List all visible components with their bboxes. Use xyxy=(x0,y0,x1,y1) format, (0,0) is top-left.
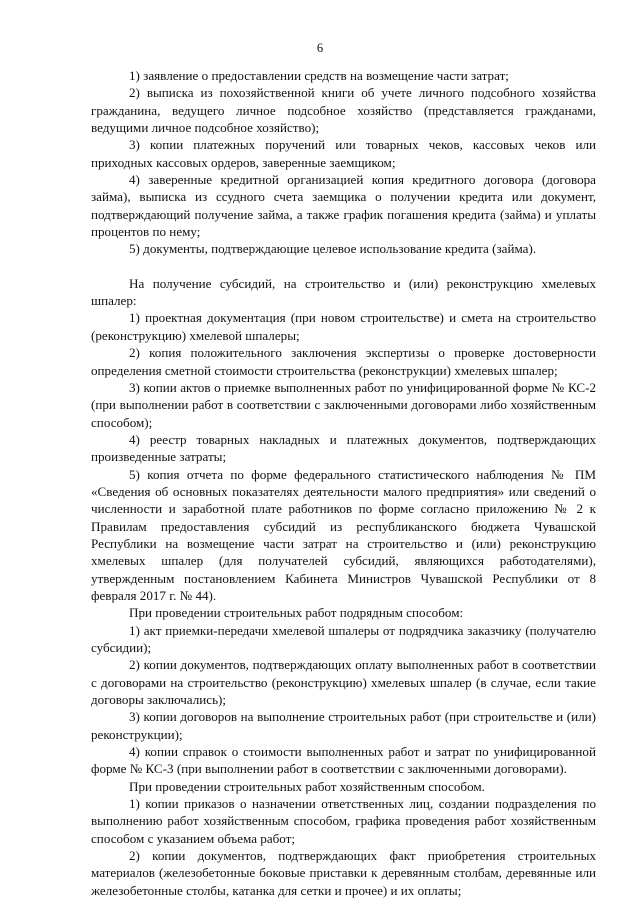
list-item: 4) копии справок о стоимости выполненных работ и затрат по унифицированной форме № КС-3 (при выполнении работ в соответствии с заключенными договорами). xyxy=(91,744,596,777)
list-item: 1) проектная документация (при новом строительстве) и смета на строительство (реконструкцию) хмелевой шпалеры; xyxy=(91,310,596,343)
list-item: 4) заверенные кредитной организацией копия кредитного договора (договора займа), выписка из ссудного счета заемщика о получении кредита или документ, подтверждающий получение займа, а также график погашения кредита (займа) и уплаты процентов по нему; xyxy=(91,172,596,240)
list-item: 5) копия отчета по форме федерального статистического наблюдения № ПМ «Сведения об основных показателях деятельности малого предприятия» или сведений о численности и заработной плате работников по форме согласно приложению № 2 к Правилам предоставления субсидий из республиканского бюджета Чувашской Республики на возмещение части затрат на строительство и (или) реконструкцию хмелевых шпалер (для получателей субсидий, являющихся работодателями), утвержденным постановлением Кабинета Министров Чувашской Республики от 8 февраля 2017 г. № 44). xyxy=(91,466,596,603)
list-item: 4) реестр товарных накладных и платежных документов, подтверждающих произведенные затраты; xyxy=(91,431,596,465)
list-item: 3) копии договоров на выполнение строительных работ (при строительстве и (или) реконструкции); xyxy=(91,709,596,742)
list-item: 1) акт приемки-передачи хмелевой шпалеры от подрядчика заказчику (получателю субсидии); xyxy=(91,622,596,655)
list-item: 5) документы, подтверждающие целевое использование кредита (займа). xyxy=(129,241,537,257)
section-heading: При проведении строительных работ подрядным способом: xyxy=(129,605,464,621)
page-number: 6 xyxy=(316,41,324,55)
list-item: 3) копии платежных поручений или товарных чеков, кассовых чеков или приходных кассовых ордеров, заверенные заемщиком; xyxy=(91,137,596,170)
list-item: 2) выписка из похозяйственной книги об учете личного подсобного хозяйства гражданина, ведущего личное подсобное хозяйство (представляется гражданами, ведущими личное подсобное хозяйство); xyxy=(91,85,596,136)
list-item: 2) копии документов, подтверждающих факт приобретения строительных материалов (железобетонные боковые приставки к деревянным столбам, деревянные или железобетонные столбы, катанка для сетки и прочее) и их оплаты; xyxy=(91,848,596,898)
section-heading: При проведении строительных работ хозяйственным способом. xyxy=(129,778,485,794)
list-item: 1) заявление о предоставлении средств на возмещение части затрат; xyxy=(129,68,509,83)
document-body xyxy=(91,67,596,899)
list-item: 1) копии приказов о назначении ответственных лиц, создании подразделения по выполнению работ хозяйственным способом, графика проведения работ хозяйственным способом с указанием объема работ; xyxy=(91,796,596,846)
list-item: 3) копии актов о приемке выполненных работ по унифицированной форме № КС-2 (при выполнении работ в соответствии с заключенными договорами либо хозяйственным способом); xyxy=(91,379,596,430)
list-item: 2) копия положительного заключения экспертизы о проверке достоверности определения сметной стоимости строительства (реконструкции) хмелевых шпалер; xyxy=(91,345,596,378)
section-heading: На получение субсидий, на строительство и (или) реконструкцию хмелевых шпалер: xyxy=(91,275,596,309)
list-item: 2) копии документов, подтверждающих оплату выполненных работ в соответствии с договорами на строительство (реконструкцию) хмелевых шпалер (в случае, если такие договоры заключались); xyxy=(91,657,596,708)
